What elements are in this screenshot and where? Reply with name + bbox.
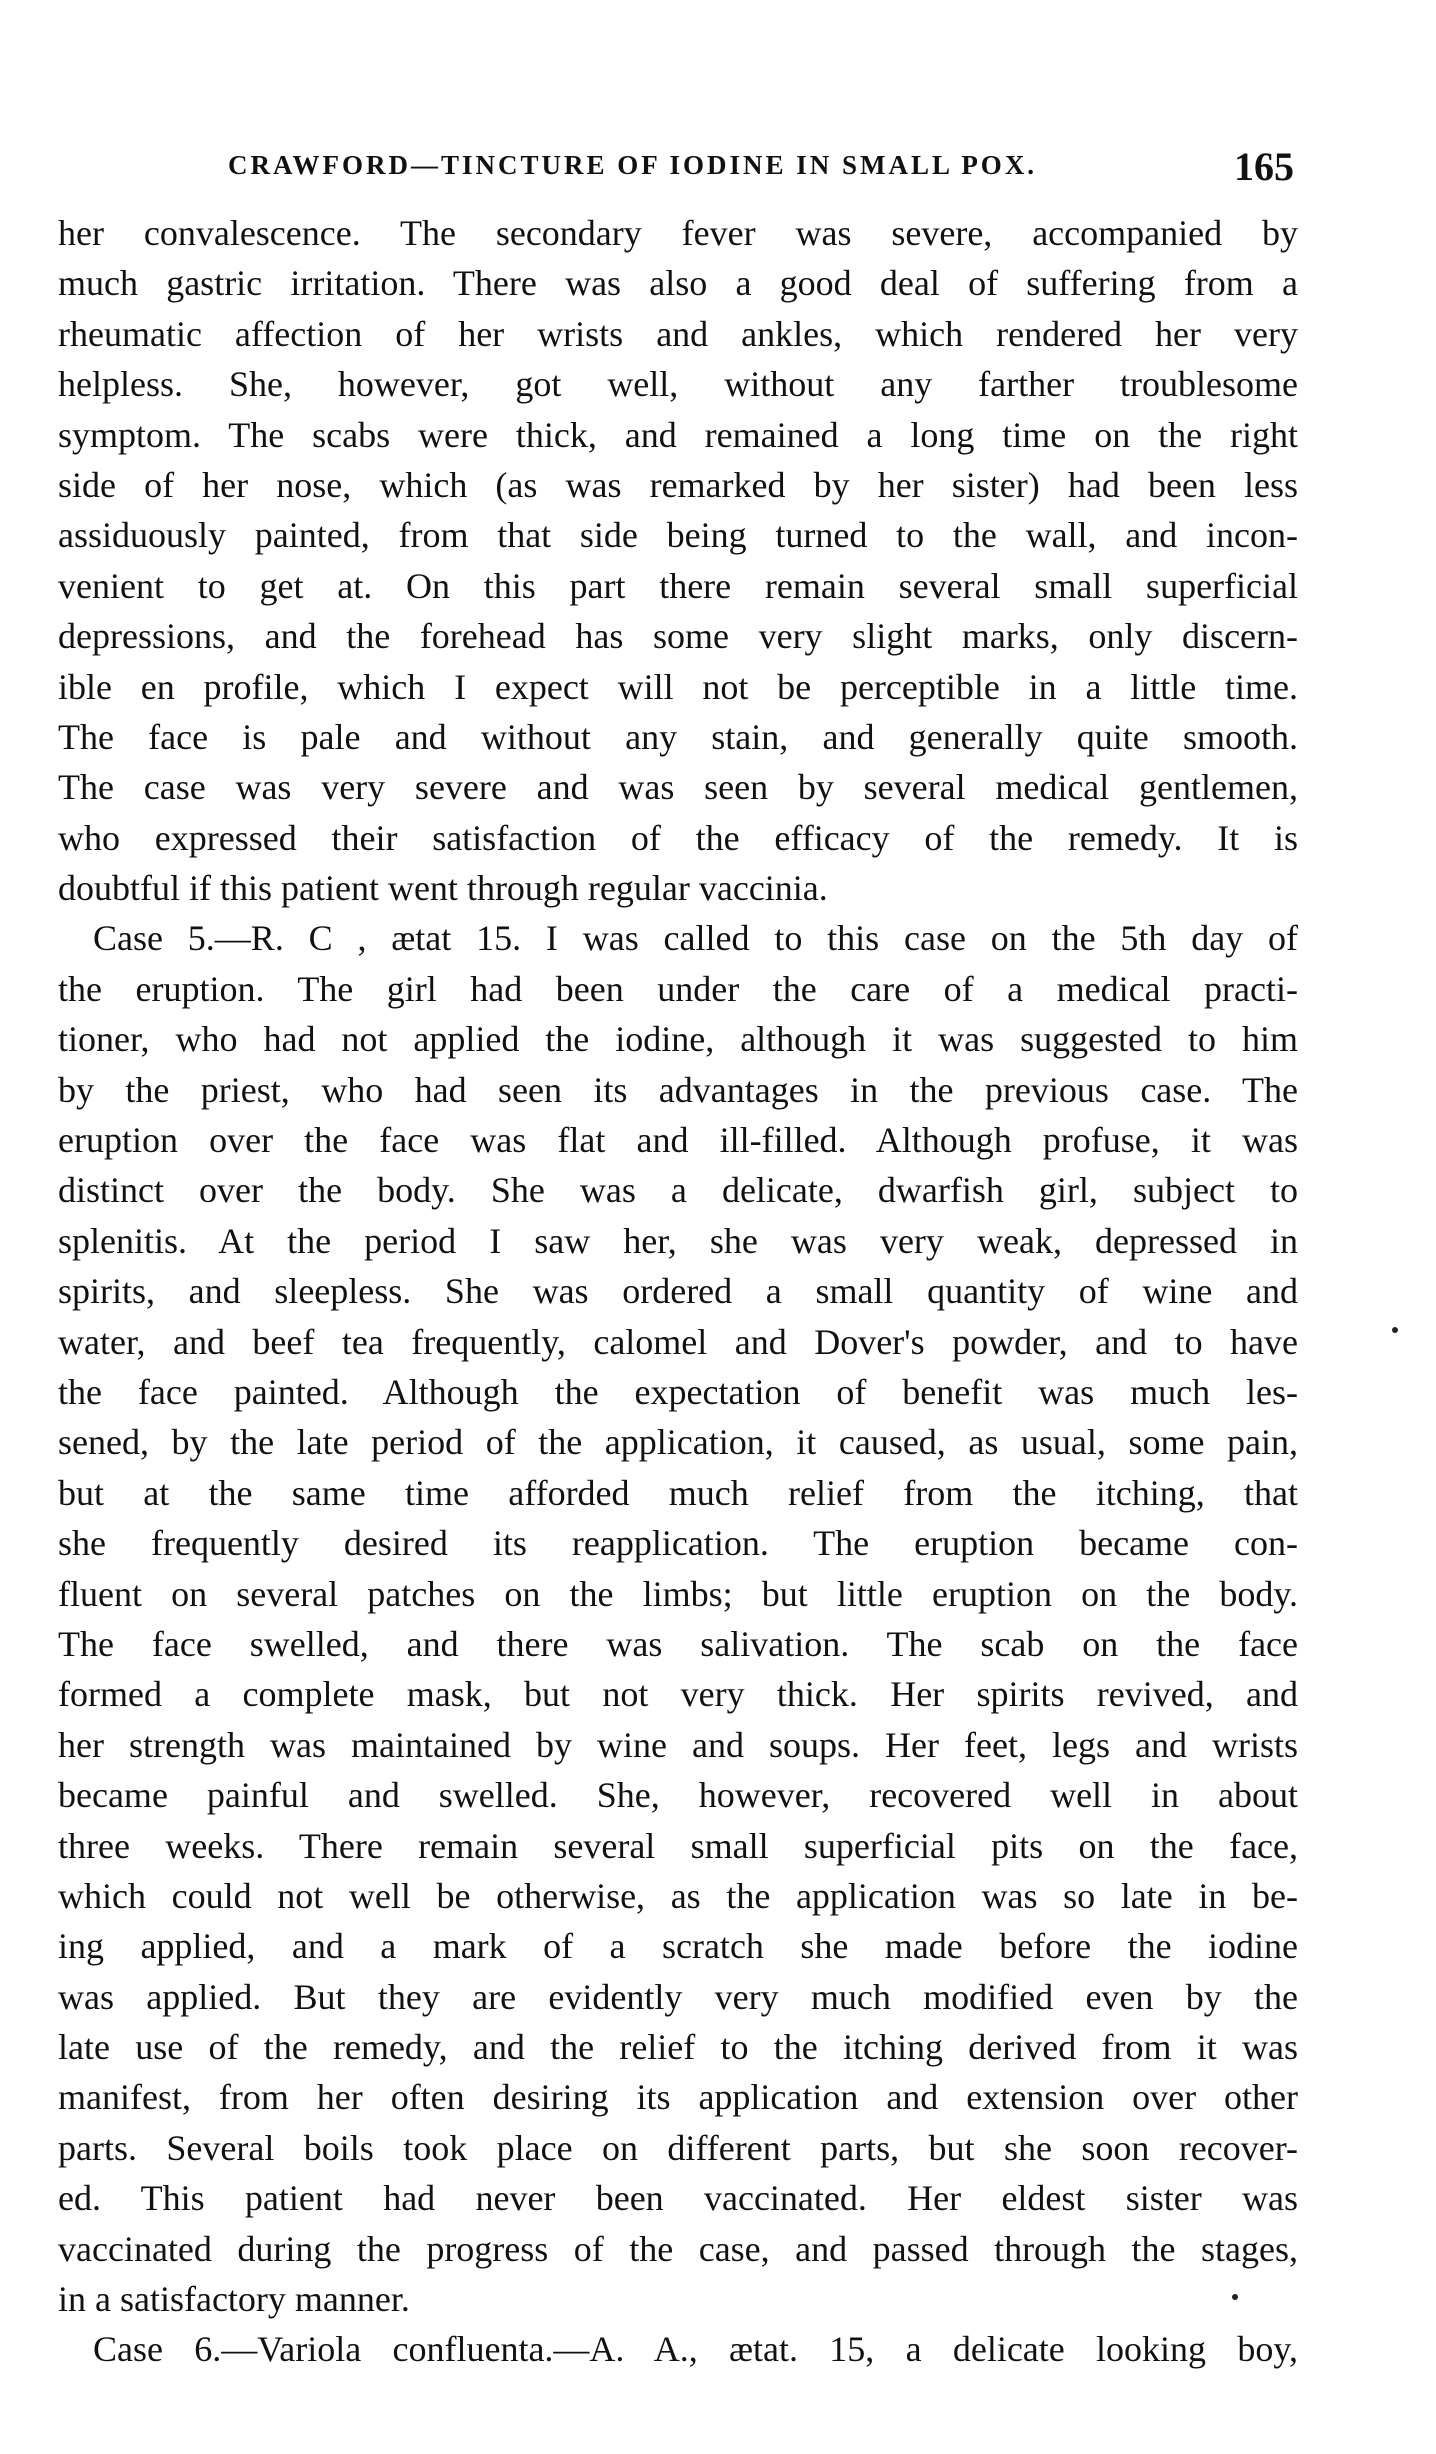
text-line: eruption over the face was flat and ill-filled. Although profuse, it was — [58, 1120, 1298, 1161]
text-line: fluent on several patches on the limbs; but little eruption on the body. — [58, 1573, 1298, 1614]
text-line: venient to get at. On this part there remain several small superficial — [58, 565, 1298, 606]
text-line: three weeks. There remain several small superficial pits on the face, — [58, 1825, 1298, 1866]
text-line: side of her nose, which (as was remarked by her sister) had been less — [58, 464, 1298, 505]
text-line: water, and beef tea frequently, calomel and Dover's powder, and to have — [58, 1321, 1298, 1362]
text-line: much gastric irritation. There was also a good deal of suffering from a — [58, 263, 1298, 304]
text-line: she frequently desired its reapplication. The eruption became con- — [58, 1523, 1298, 1564]
text-line: splenitis. At the period I saw her, she was very weak, depressed in — [58, 1220, 1298, 1261]
text-line: ed. This patient had never been vaccinated. Her eldest sister was — [58, 2178, 1298, 2219]
text-line: doubtful if this patient went through regular vaccinia. — [58, 868, 828, 909]
text-line: vaccinated during the progress of the case, and passed through the stages, — [58, 2228, 1298, 2269]
text-line: ible en profile, which I expect will not be perceptible in a little time. — [58, 666, 1298, 707]
case-heading-line: Case 5.—R. C , ætat 15. I was called to this case on the 5th day of — [93, 918, 1298, 959]
text-line: became painful and swelled. She, however, recovered well in about — [58, 1775, 1298, 1816]
text-line: formed a complete mask, but not very thick. Her spirits revived, and — [58, 1674, 1298, 1715]
text-line: sened, by the late period of the application, it caused, as usual, some pain, — [58, 1422, 1298, 1463]
text-line: the eruption. The girl had been under the care of a medical practi- — [58, 968, 1298, 1009]
text-line: by the priest, who had seen its advantages in the previous case. The — [58, 1069, 1298, 1110]
text-line: rheumatic affection of her wrists and ankles, which rendered her very — [58, 313, 1298, 354]
text-line: the face painted. Although the expectation of benefit was much les- — [58, 1371, 1298, 1412]
text-line: was applied. But they are evidently very much modified even by the — [58, 1976, 1298, 2017]
text-line: symptom. The scabs were thick, and remained a long time on the right — [58, 414, 1298, 455]
text-line: The case was very severe and was seen by several medical gentlemen, — [58, 767, 1298, 808]
running-head: CRAWFORD—TINCTURE OF IODINE IN SMALL POX. — [228, 150, 1038, 180]
text-line: helpless. She, however, got well, without any farther troublesome — [58, 364, 1298, 405]
text-line: in a satisfactory manner. — [58, 2279, 410, 2320]
text-line: late use of the remedy, and the relief to the itching derived from it was — [58, 2027, 1298, 2068]
margin-dot — [1232, 2294, 1238, 2300]
text-line: depressions, and the forehead has some very slight marks, only discern- — [58, 616, 1298, 657]
text-line: spirits, and sleepless. She was ordered a small quantity of wine and — [58, 1271, 1298, 1312]
text-line: distinct over the body. She was a delicate, dwarfish girl, subject to — [58, 1170, 1298, 1211]
case-heading-line: Case 6.—Variola confluenta.—A. A., ætat. 15, a delicate looking boy, — [93, 2329, 1298, 2370]
text-line: her convalescence. The secondary fever was severe, accompanied by — [58, 213, 1298, 253]
text-line: parts. Several boils took place on different parts, but she soon recover- — [58, 2127, 1298, 2168]
text-line: tioner, who had not applied the iodine, although it was suggested to him — [58, 1019, 1298, 1060]
text-line: The face swelled, and there was salivation. The scab on the face — [58, 1623, 1298, 1664]
text-line: her strength was maintained by wine and soups. Her feet, legs and wrists — [58, 1724, 1298, 1765]
page-number: 165 — [1234, 144, 1294, 189]
text-line: The face is pale and without any stain, and generally quite smooth. — [58, 716, 1298, 757]
text-line: who expressed their satisfaction of the efficacy of the remedy. It is — [58, 817, 1298, 858]
text-line: manifest, from her often desiring its application and extension over other — [58, 2077, 1298, 2118]
text-line: assiduously painted, from that side being turned to the wall, and incon- — [58, 515, 1298, 556]
margin-dot — [1392, 1327, 1398, 1333]
text-line: which could not well be otherwise, as the application was so late in be- — [58, 1875, 1298, 1916]
body-text — [58, 208, 1298, 2375]
text-line: but at the same time afforded much relief from the itching, that — [58, 1472, 1298, 1513]
text-line: ing applied, and a mark of a scratch she made before the iodine — [58, 1926, 1298, 1967]
